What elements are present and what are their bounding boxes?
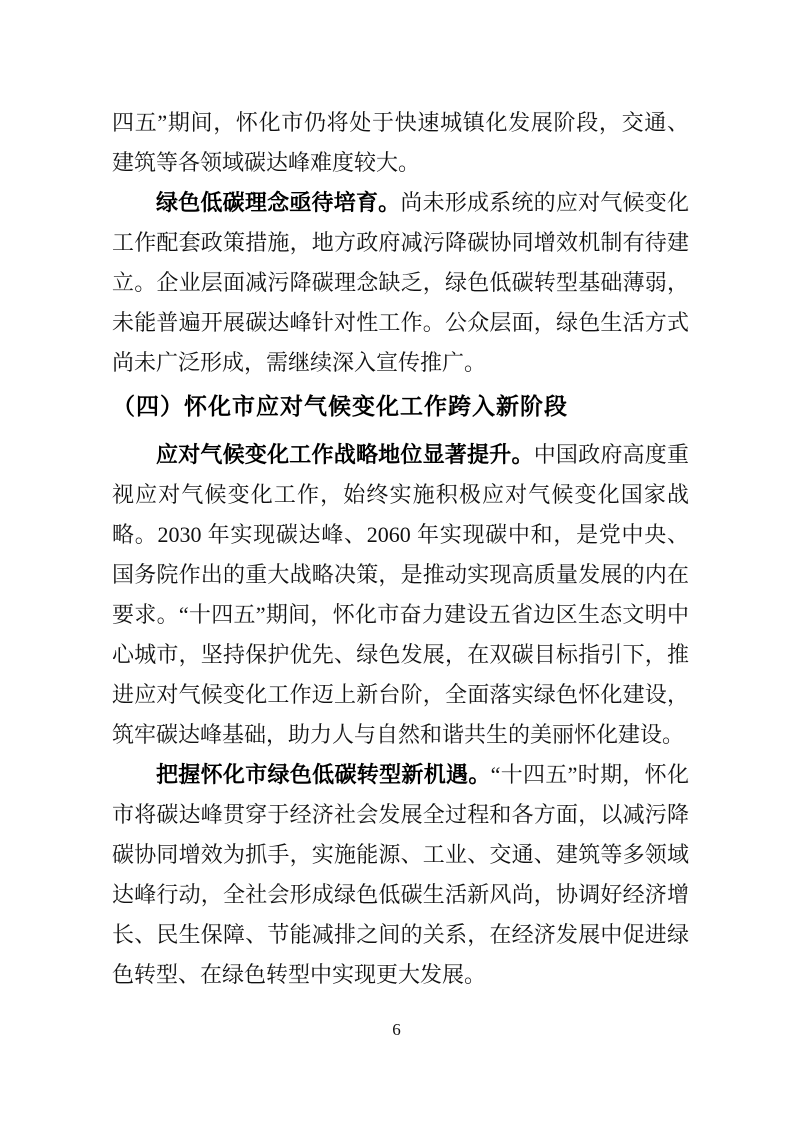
paragraph-lead: 把握怀化市绿色低碳转型新机遇。	[156, 762, 491, 787]
page-number: 6	[392, 1020, 401, 1039]
paragraph-text: 尚未形成系统的应对气候变化工作配套政策措施，地方政府减污降碳协同增效机制有待建立。企业层面减污降碳理念缺乏，绿色低碳转型基础薄弱，未能普遍开展碳达峰针对性工作。公众层面，绿色生活方式尚未广泛形成，需继续深入宣传推广。	[112, 190, 689, 375]
page-content	[112, 103, 689, 995]
paragraph	[112, 755, 689, 995]
paragraph	[112, 183, 689, 383]
section-heading: （四）怀化市应对气候变化工作跨入新阶段	[112, 394, 568, 419]
paragraph-text: “十四五”时期，怀化市将碳达峰贯穿于经济社会发展全过程和各方面，以减污降碳协同增效为抓手，实施能源、工业、交通、建筑等多领域达峰行动，全社会形成绿色低碳生活新风尚，协调好经济增长、民生保障、节能减排之间的关系，在经济发展中促进绿色转型、在绿色转型中实现更大发展。	[112, 762, 689, 987]
paragraph-lead: 绿色低碳理念亟待培育。	[156, 190, 401, 215]
paragraph-text: 四五”期间，怀化市仍将处于快速城镇化发展阶段，交通、建筑等各领域碳达峰难度较大。	[112, 110, 689, 175]
page-footer	[0, 1018, 793, 1042]
paragraph	[112, 103, 689, 183]
paragraph-text: 中国政府高度重视应对气候变化工作，始终实施积极应对气候变化国家战略。2030 年实现碳达峰、2060 年实现碳中和，是党中央、国务院作出的重大战略决策，是推动实现高质量发展的内在要求。“十四五”期间，怀化市奋力建设五省边区生态文明中心城市，坚持保护优先、绿色发展，在双碳目标指引下，推进应对气候变化工作迈上新台阶，全面落实绿色怀化建设，筑牢碳达峰基础，助力人与自然和谐共生的美丽怀化建设。	[112, 442, 689, 747]
paragraph	[112, 435, 689, 755]
paragraph-lead: 应对气候变化工作战略地位显著提升。	[156, 442, 534, 467]
